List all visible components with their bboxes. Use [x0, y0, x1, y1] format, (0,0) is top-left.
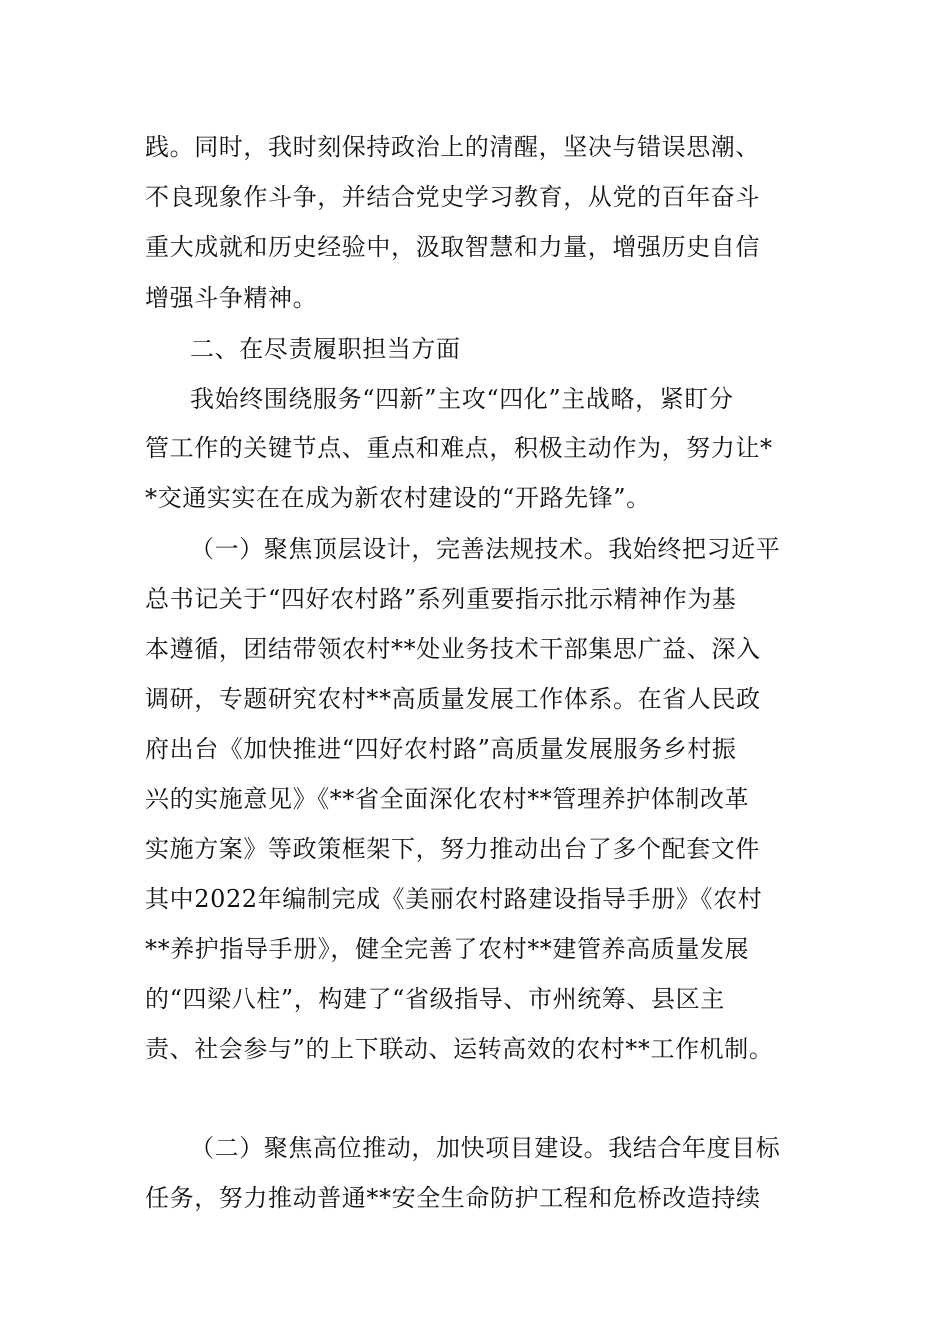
body-text-line: 实施方案》等政策框架下，努力推动出台了多个配套文件 [145, 835, 760, 863]
body-text-line: 责、社会参与”的上下联动、运转高效的农村**工作机制。 [145, 1035, 774, 1063]
body-text-line: 重大成就和历史经验中，汲取智慧和力量，增强历史自信 [145, 233, 760, 261]
body-text-line: *交通实实在在成为新农村建设的“开路先锋”。 [145, 484, 651, 512]
body-text-line: 兴的实施意见》《**省全面深化农村**管理养护体制改革 [145, 785, 750, 813]
body-text-line: 增强斗争精神。 [145, 284, 318, 312]
section-heading: 二、在尽责履职担当方面 [190, 335, 461, 363]
body-text-line: **养护指导手册》，健全完善了农村**建管养高质量发展 [145, 935, 750, 963]
subsection-paragraph-start: （一）聚焦顶层设计，完善法规技术。我始终把习近平 [190, 535, 781, 563]
body-text-line: 本遵循，团结带领农村**处业务技术干部集思广益、深入 [145, 635, 761, 663]
body-text-line: 府出台《加快推进“四好农村路”高质量发展服务乡村振 [145, 735, 737, 763]
body-text-line: 任务，努力推动普通**安全生命防护工程和危桥改造持续 [145, 1184, 761, 1212]
body-text-line: 总书记关于“四好农村路”系列重要指示批示精神作为基 [145, 585, 737, 613]
body-text-line: 的“四梁八柱”，构建了“省级指导、市州统筹、县区主 [145, 985, 725, 1013]
subsection-paragraph-start: （二）聚焦高位推动，加快项目建设。我结合年度目标 [190, 1134, 781, 1162]
body-text-line: 调研，专题研究农村**高质量发展工作体系。在省人民政 [145, 685, 761, 713]
body-text-line: 管工作的关键节点、重点和难点，积极主动作为，努力让* [145, 434, 773, 462]
body-text-line: 我始终围绕服务“四新”主攻“四化”主战略，紧盯分 [190, 385, 734, 413]
body-text-line: 践。同时，我时刻保持政治上的清醒，坚决与错误思潮、 [145, 133, 760, 161]
body-text-line: 其中2022年编制完成《美丽农村路建设指导手册》《农村 [145, 885, 763, 913]
body-text-line: 不良现象作斗争，并结合党史学习教育，从党的百年奋斗 [145, 183, 760, 211]
